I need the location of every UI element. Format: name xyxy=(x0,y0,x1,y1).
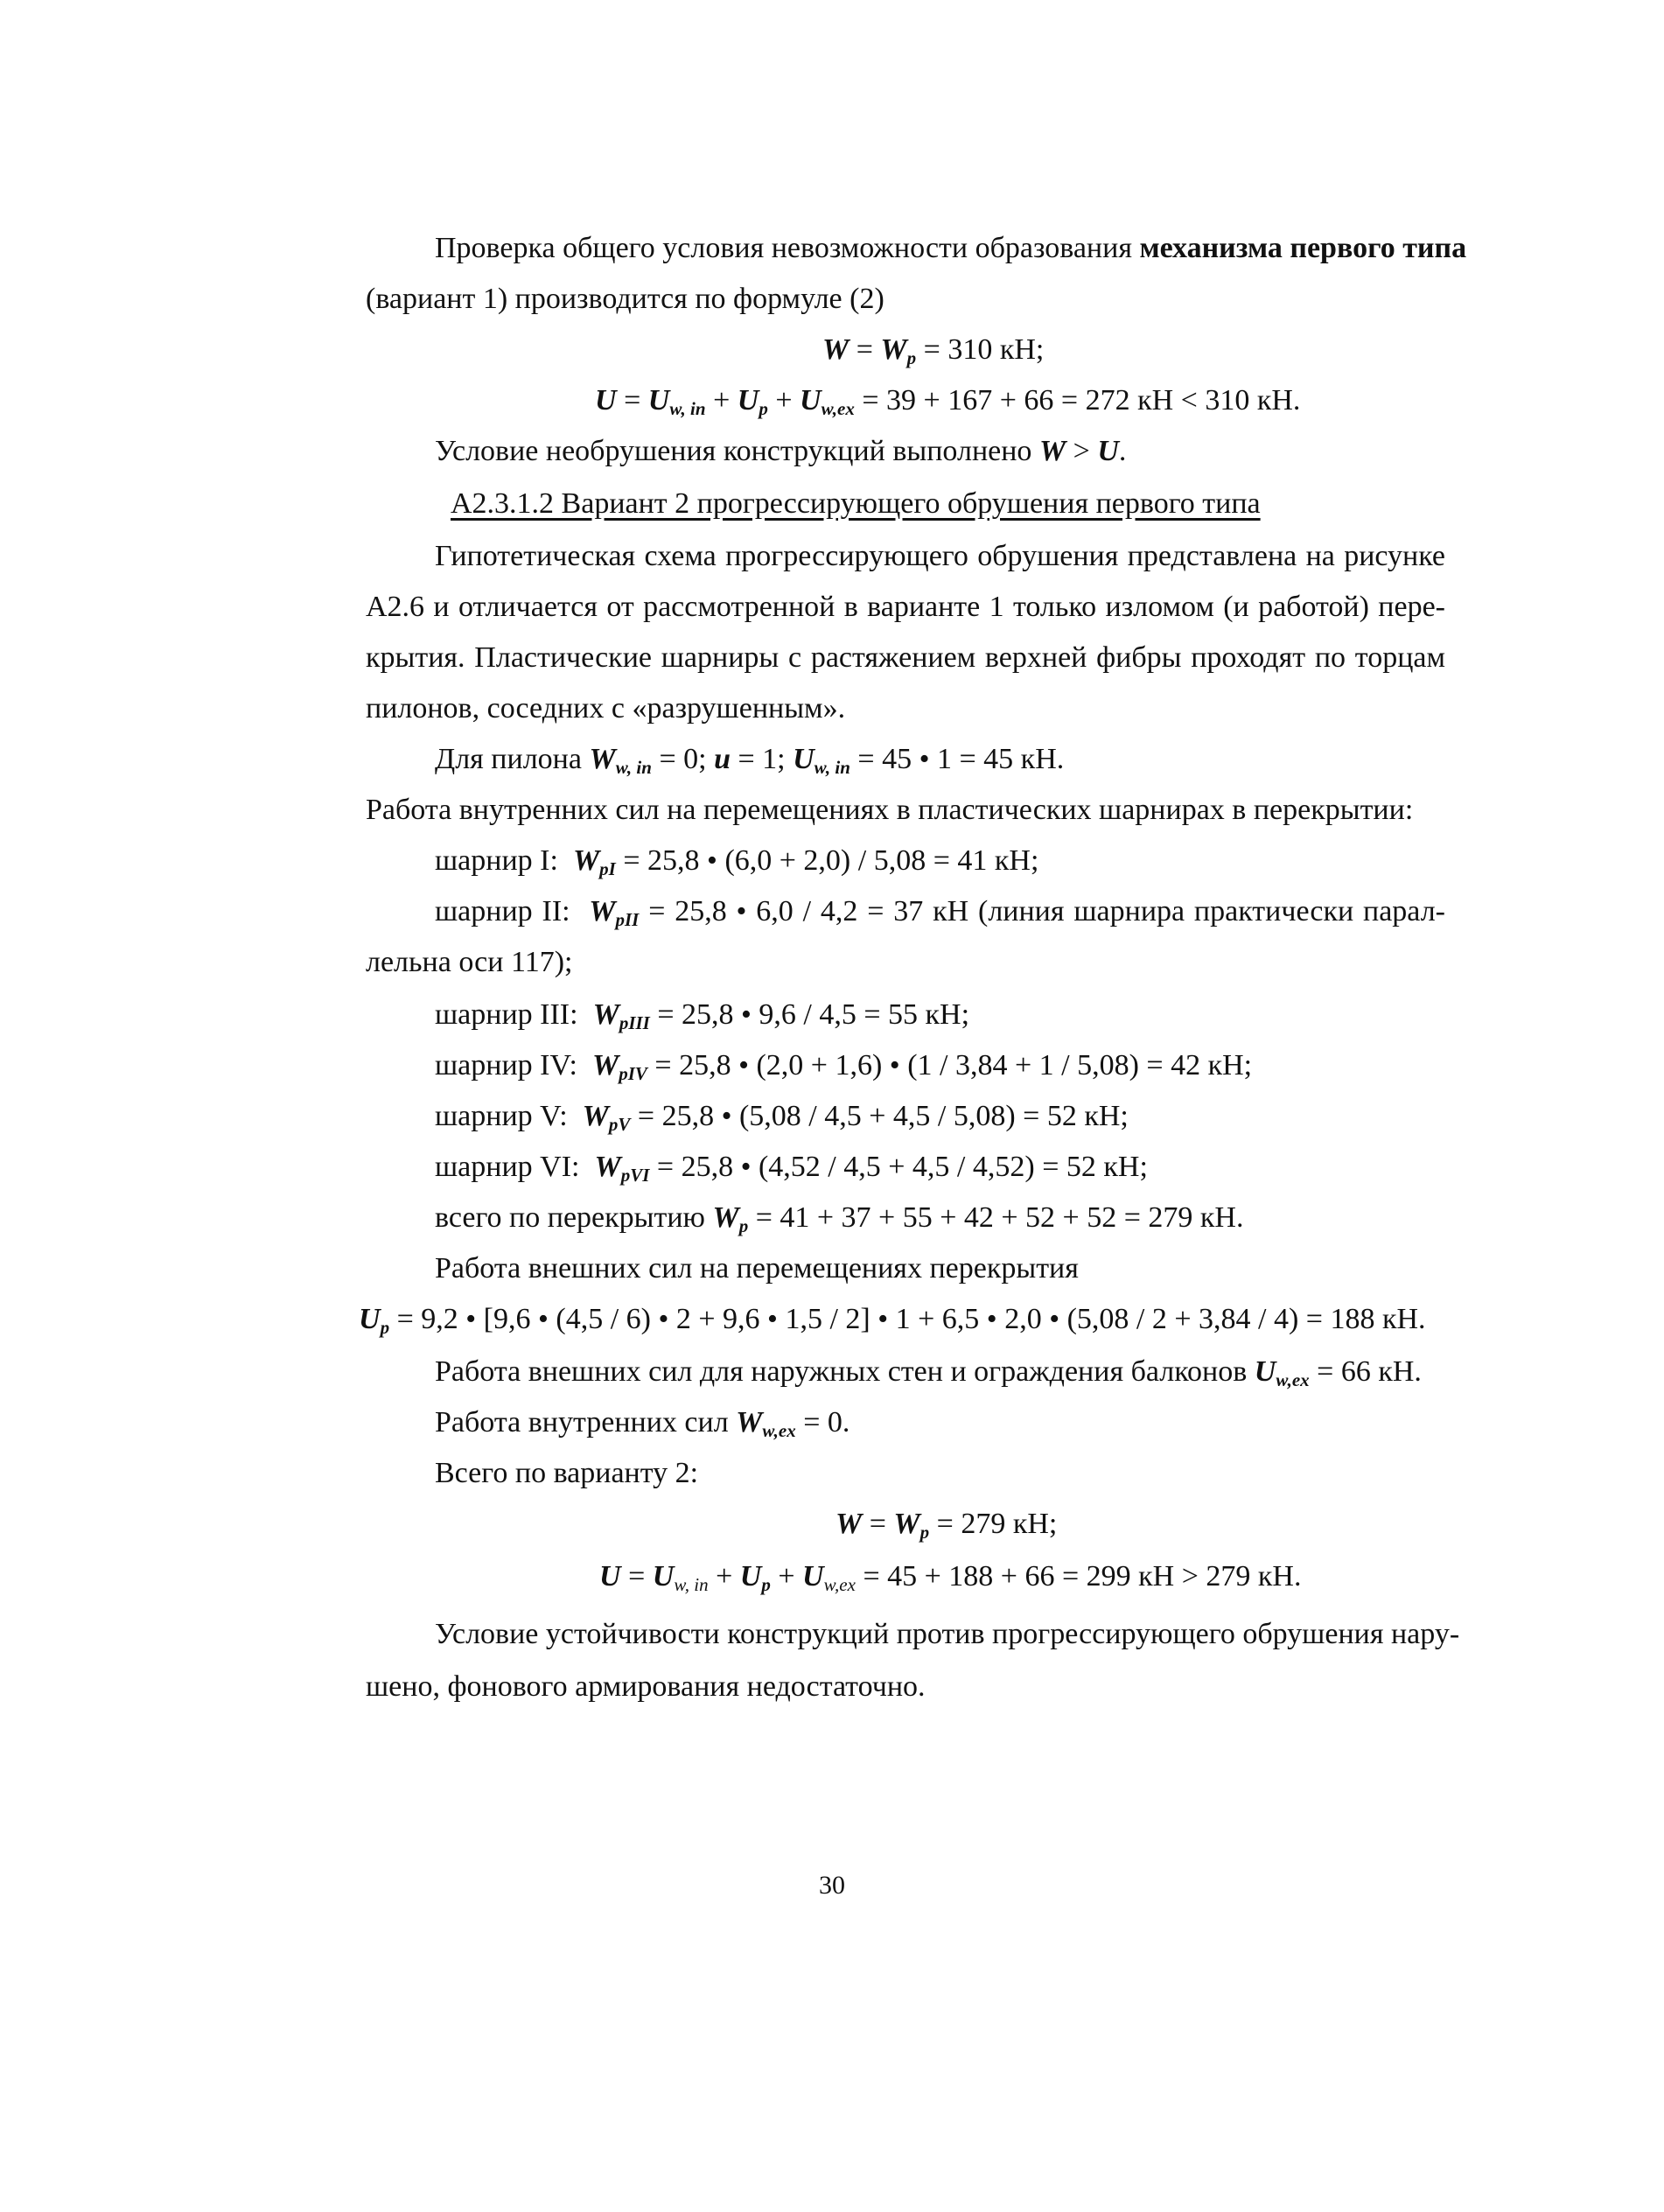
section-heading: А2.3.1.2 Вариант 2 прогрессирующего обрушения первого типа xyxy=(451,487,1261,520)
total-variant-2: Всего по варианту 2: xyxy=(435,1457,699,1489)
paragraph-check-line1 xyxy=(435,229,1467,268)
total-slab: всего по перекрытию $W_p = 41 + 37 + 55 + 42 + 52 + 52 = 279$ кН. xyxy=(435,1201,1244,1236)
formula-w-2: $W = W_p = 279$ кН; xyxy=(835,1508,1058,1543)
hinge-1: шарнир I: $W_{pI} = 25,8$ • (6,0 + 2,0) / 5,08 = 41 кН; xyxy=(435,844,1039,879)
external-work-heading: Работа внешних сил на перемещениях перекрытия xyxy=(435,1252,1079,1284)
hinge-4: шарнир IV: $W_{pIV} = 25,8$ • (2,0 + 1,6) • (1 / 3,84 + 1 / 5,08) = 42 кН; xyxy=(435,1049,1253,1084)
up-formula: $U_p = 9,2$ • [9,6 • (4,5 / 6) • 2 + 9,6 • 1,5 / 2] • 1 + 6,5 • 2,0 • (5,08 / 2 + 3,84 / 4) = 188 кН. xyxy=(359,1303,1426,1338)
paragraph-scheme-line4: пилонов, соседних с «разрушенным». xyxy=(366,692,846,724)
hinge-3: шарнир III: $W_{pIII} = 25,8$ • 9,6 / 4,5 = 55 кН; xyxy=(435,998,970,1033)
paragraph-scheme-line1: Гипотетическая схема прогрессирующего обрушения представлена на рисунке xyxy=(435,540,1445,572)
check-text-bold: механизма первого типа xyxy=(1139,232,1467,264)
formula-u-2: $U = U_{w, in} + U_p + U_{w,ex} = 45 + 188 + 66 = 299$ кН > 279 кН. xyxy=(599,1560,1302,1595)
condition-1: Условие необрушения конструкций выполнено W > U. xyxy=(435,435,1127,467)
hinge-6: шарнир VI: $W_{pVI} = 25,8$ • (4,52 / 4,5 + 4,5 / 4,52) = 52 кН; xyxy=(435,1151,1148,1186)
condition-2-line2: шено, фонового армирования недостаточно. xyxy=(366,1670,926,1703)
paragraph-scheme-line3: крытия. Пластические шарниры с растяжением верхней фибры проходят по торцам xyxy=(366,641,1445,674)
external-walls-line: Работа внешних сил для наружных стен и ограждения балконов $U_{w,ex} = 66$ кН. xyxy=(435,1355,1422,1390)
check-text: Проверка общего условия невозможности образования xyxy=(435,232,1132,264)
page-number: 30 xyxy=(819,1871,845,1900)
formula-u-1: $U = U_{w, in} + U_p + U_{w,ex} = 39 + 167 + 66 = 272$ кН < 310 кН. xyxy=(595,384,1301,419)
paragraph-check-line2: (вариант 1) производится по формуле (2) xyxy=(366,283,884,315)
hinge-2-continuation: лельна оси 117); xyxy=(366,946,573,978)
pylon-line: Для пилона $W_{w, in} = 0$; u = 1; $U_{w, in} = 45$ • 1 = 45 кН. xyxy=(435,743,1065,778)
hinge-2: шарнир II: $W_{pII} = 25,8$ • 6,0 / 4,2 = 37 кН (линия шарнира практически парал- xyxy=(435,895,1445,930)
paragraph-scheme-line2: А2.6 и отличается от рассмотренной в варианте 1 только изломом (и работой) пере- xyxy=(366,591,1445,623)
formula-w-1: $W = W_p = 310$ кН; xyxy=(822,333,1045,368)
internal-work-ex-line: Работа внутренних сил $W_{w,ex} = 0$. xyxy=(435,1406,850,1441)
internal-work-heading: Работа внутренних сил на перемещениях в пластических шарнирах в перекрытии: xyxy=(366,794,1414,826)
condition-2-line1: Условие устойчивости конструкций против прогрессирующего обрушения нару- xyxy=(435,1618,1460,1650)
hinge-5: шарнир V: $W_{pV} = 25,8$ • (5,08 / 4,5 + 4,5 / 5,08) = 52 кН; xyxy=(435,1100,1129,1135)
